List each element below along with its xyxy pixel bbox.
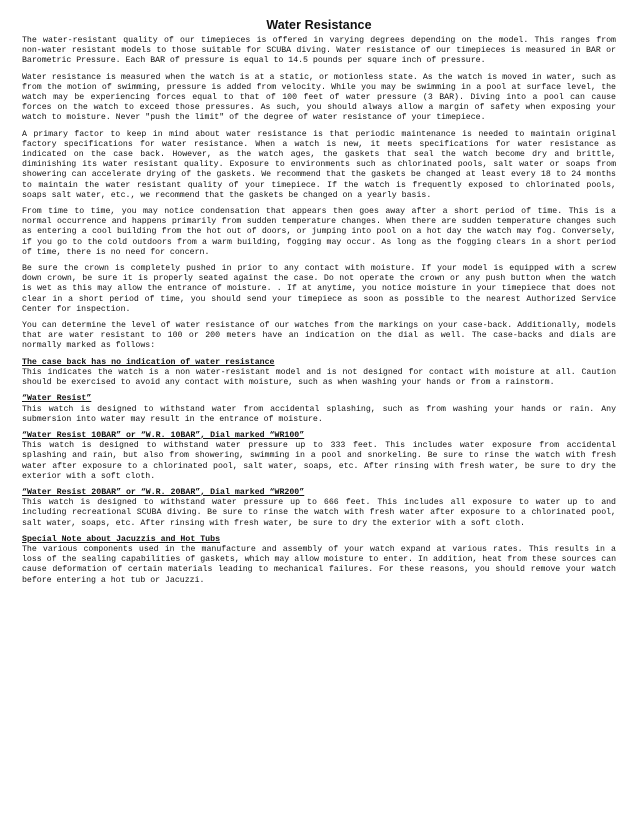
section-text: This watch is designed to withstand water pressure up to 333 feet. This includes water exposure from accidental splashing and rain, but also from showering, swimming in a pool and snorkeling. Be sure to rinse the watch with fresh water after exposure to a chlorinated pool, salt water, soaps, etc. After rinsing with fresh water, be sure to dry the exterior with a soft cloth. — [22, 441, 616, 481]
section-text: The various components used in the manufacture and assembly of your watch expand at various rates. This results in a loss of the sealing capabilities of gaskets, which may allow moisture to enter. In addition, heat from these sources can cause deformation of certain materials leading to mechanical failures. For these reasons, you should remove your watch before entering a hot tub or Jacuzzi. — [22, 544, 616, 585]
section-20bar — [22, 488, 616, 529]
section-text: This indicates the watch is a non water-resistant model and is not designed for contact with moisture at all. Caution should be exercised to avoid any contact with moisture, such as when washing your hands or from a rainstorm. — [22, 367, 616, 388]
section-heading: The case back has no indication of water resistance — [22, 357, 275, 367]
section-10bar — [22, 431, 616, 482]
section-heading: “Water Resist” — [22, 394, 92, 404]
section-no-indication — [22, 358, 616, 389]
crown-paragraph: Be sure the crown is completely pushed in prior to any contact with moisture. If your model is equipped with a screw down crown, be sure it is properly seated against the case. Do not operate the crown or any push button when the watch is wet as this may allow the entrance of moisture. . If at anytime, you notice moisture in your timepiece that does not clear in a short period of time, you should send your timepiece as soon as possible to the nearest Authorized Service Center for inspection. — [22, 264, 616, 314]
section-heading: Special Note about Jacuzzis and Hot Tubs — [22, 534, 221, 544]
static-state-paragraph: Water resistance is measured when the watch is at a static, or motionless state. As the watch is moved in water, such as from the motion of swimming, pressure is added from velocity. While you may be swimming in a pool at surface level, the watch may be experiencing forces equal to that of 100 feet of water pressure (3 BAR). Diving into a pool can cause forces on the watch to exceed those pressures. As such, you should always allow a margin of safety when exposing your watch to moisture. Never "push the limit" of the degree of water resistance of your timepiece. — [22, 72, 616, 123]
section-jacuzzi-note — [22, 535, 616, 586]
intro-paragraph: The water-resistant quality of our timepieces is offered in varying degrees depending on the model. This ranges from non-water resistant models to those suitable for SCUBA diving. Water resistance of our timepieces is measured in BAR or Barometric Pressure. Each BAR of pressure is equal to 14.5 pounds per square inch of pressure. — [22, 36, 616, 66]
section-text: This watch is designed to withstand water pressure up to 666 feet. This includes all exposure to water up to and including recreational SCUBA diving. Be sure to rinse the watch with fresh water after exposure to a chlorinated pool, salt water, soaps, etc. After rinsing with fresh water, be sure to dry the exterior with a soft cloth. — [22, 498, 616, 528]
section-water-resist — [22, 394, 616, 425]
maintenance-paragraph: A primary factor to keep in mind about water resistance is that periodic maintenance is needed to maintain original factory specifications for water resistance. When a watch is new, it meets specifications for water resistance as indicated on the case back. However, as the watch ages, the gaskets that seal the watch become dry and brittle, diminishing its water resistant quality. Exposure to environments such as chlorinated pools, salt water or soaps from showering can accelerate drying of the gaskets. We recommend that the gaskets be changed at least every 18 to 24 months to maintain the water resistant quality of your timepiece. If the watch is frequently exposed to chlorinated pools, soaps salt water, etc., we recommend that the gaskets be changed on a yearly basis. — [22, 129, 616, 200]
document-page — [22, 18, 616, 592]
markings-paragraph: You can determine the level of water resistance of our watches from the markings on your case-back. Additionally, models that are water resistant to 100 or 200 meters have an indication on the dial as well. The case-backs and dials are normally marked as follows: — [22, 321, 616, 351]
section-heading: “Water Resist 10BAR” or “W.R. 10BAR”, Dial marked “WR100” — [22, 430, 305, 440]
section-text: This watch is designed to withstand water from accidental splashing, such as from washing your hands or rain. Any submersion into water may result in the entrance of moisture. — [22, 404, 616, 424]
page-title: Water Resistance — [266, 18, 372, 32]
condensation-paragraph: From time to time, you may notice condensation that appears then goes away after a short period of time. This is a normal occurrence and happens primarily from sudden temperature changes. When there are sudden temperature changes such as entering a cool building from the hot out of doors, or jumping into pool on a hot day the watch may fog. Conversely, if you go to the cold outdoors from a warm building, fogging may occur. As long as the fogging clears in a short period of time, there is no need for concern. — [22, 207, 616, 257]
section-heading: “Water Resist 20BAR” or “W.R. 20BAR”, Dial marked “WR200” — [22, 487, 305, 497]
